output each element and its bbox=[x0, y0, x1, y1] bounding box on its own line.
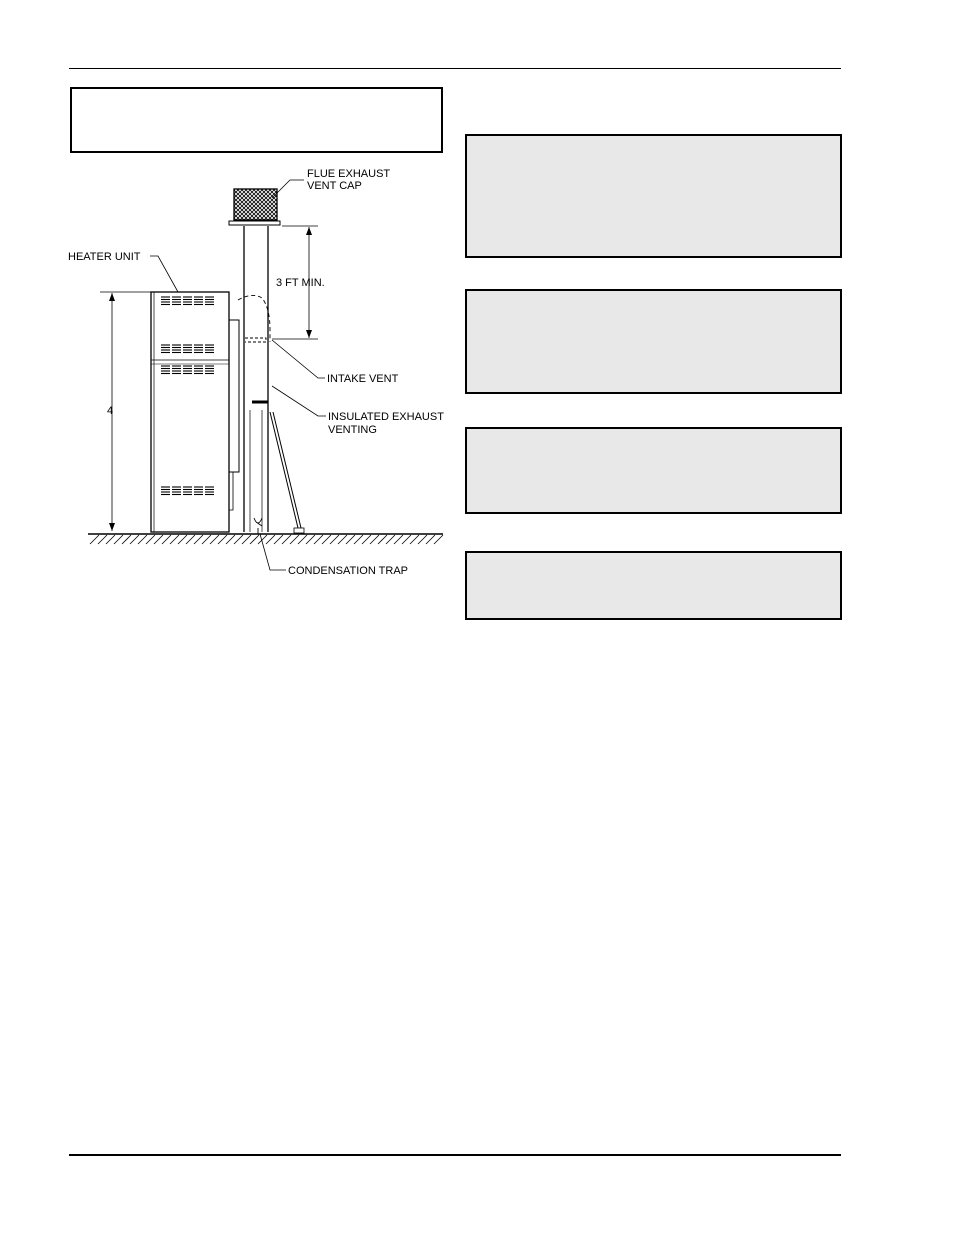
note-box-4 bbox=[465, 551, 842, 620]
condensation-trap-label: CONDENSATION TRAP bbox=[288, 565, 408, 577]
top-rule bbox=[69, 68, 841, 69]
flue-exhaust-label-line2: VENT CAP bbox=[307, 180, 362, 192]
note-box-2 bbox=[465, 289, 842, 394]
support-strut bbox=[270, 412, 304, 533]
ground-line bbox=[88, 534, 443, 544]
insulated-exhaust-label-line2: VENTING bbox=[328, 424, 377, 436]
min-height-label: 3 FT MIN. bbox=[276, 277, 325, 289]
insulated-exhaust-label-line1: INSULATED EXHAUST bbox=[328, 411, 444, 423]
note-box-3 bbox=[465, 427, 842, 514]
unit-height-label: 4 bbox=[107, 405, 114, 417]
vent-cap bbox=[229, 189, 280, 225]
intake-vent-label: INTAKE VENT bbox=[327, 373, 399, 385]
heater-unit-cabinet bbox=[151, 292, 229, 532]
title-box bbox=[70, 87, 443, 153]
note-box-1 bbox=[465, 134, 842, 258]
vent-installation-diagram bbox=[60, 160, 455, 590]
intake-vent-pipe bbox=[238, 226, 270, 532]
condensation-trap bbox=[254, 518, 262, 534]
heater-unit-label: HEATER UNIT bbox=[68, 251, 141, 263]
flue-exhaust-label-line1: FLUE EXHAUST bbox=[307, 168, 391, 180]
bottom-rule bbox=[69, 1154, 841, 1156]
